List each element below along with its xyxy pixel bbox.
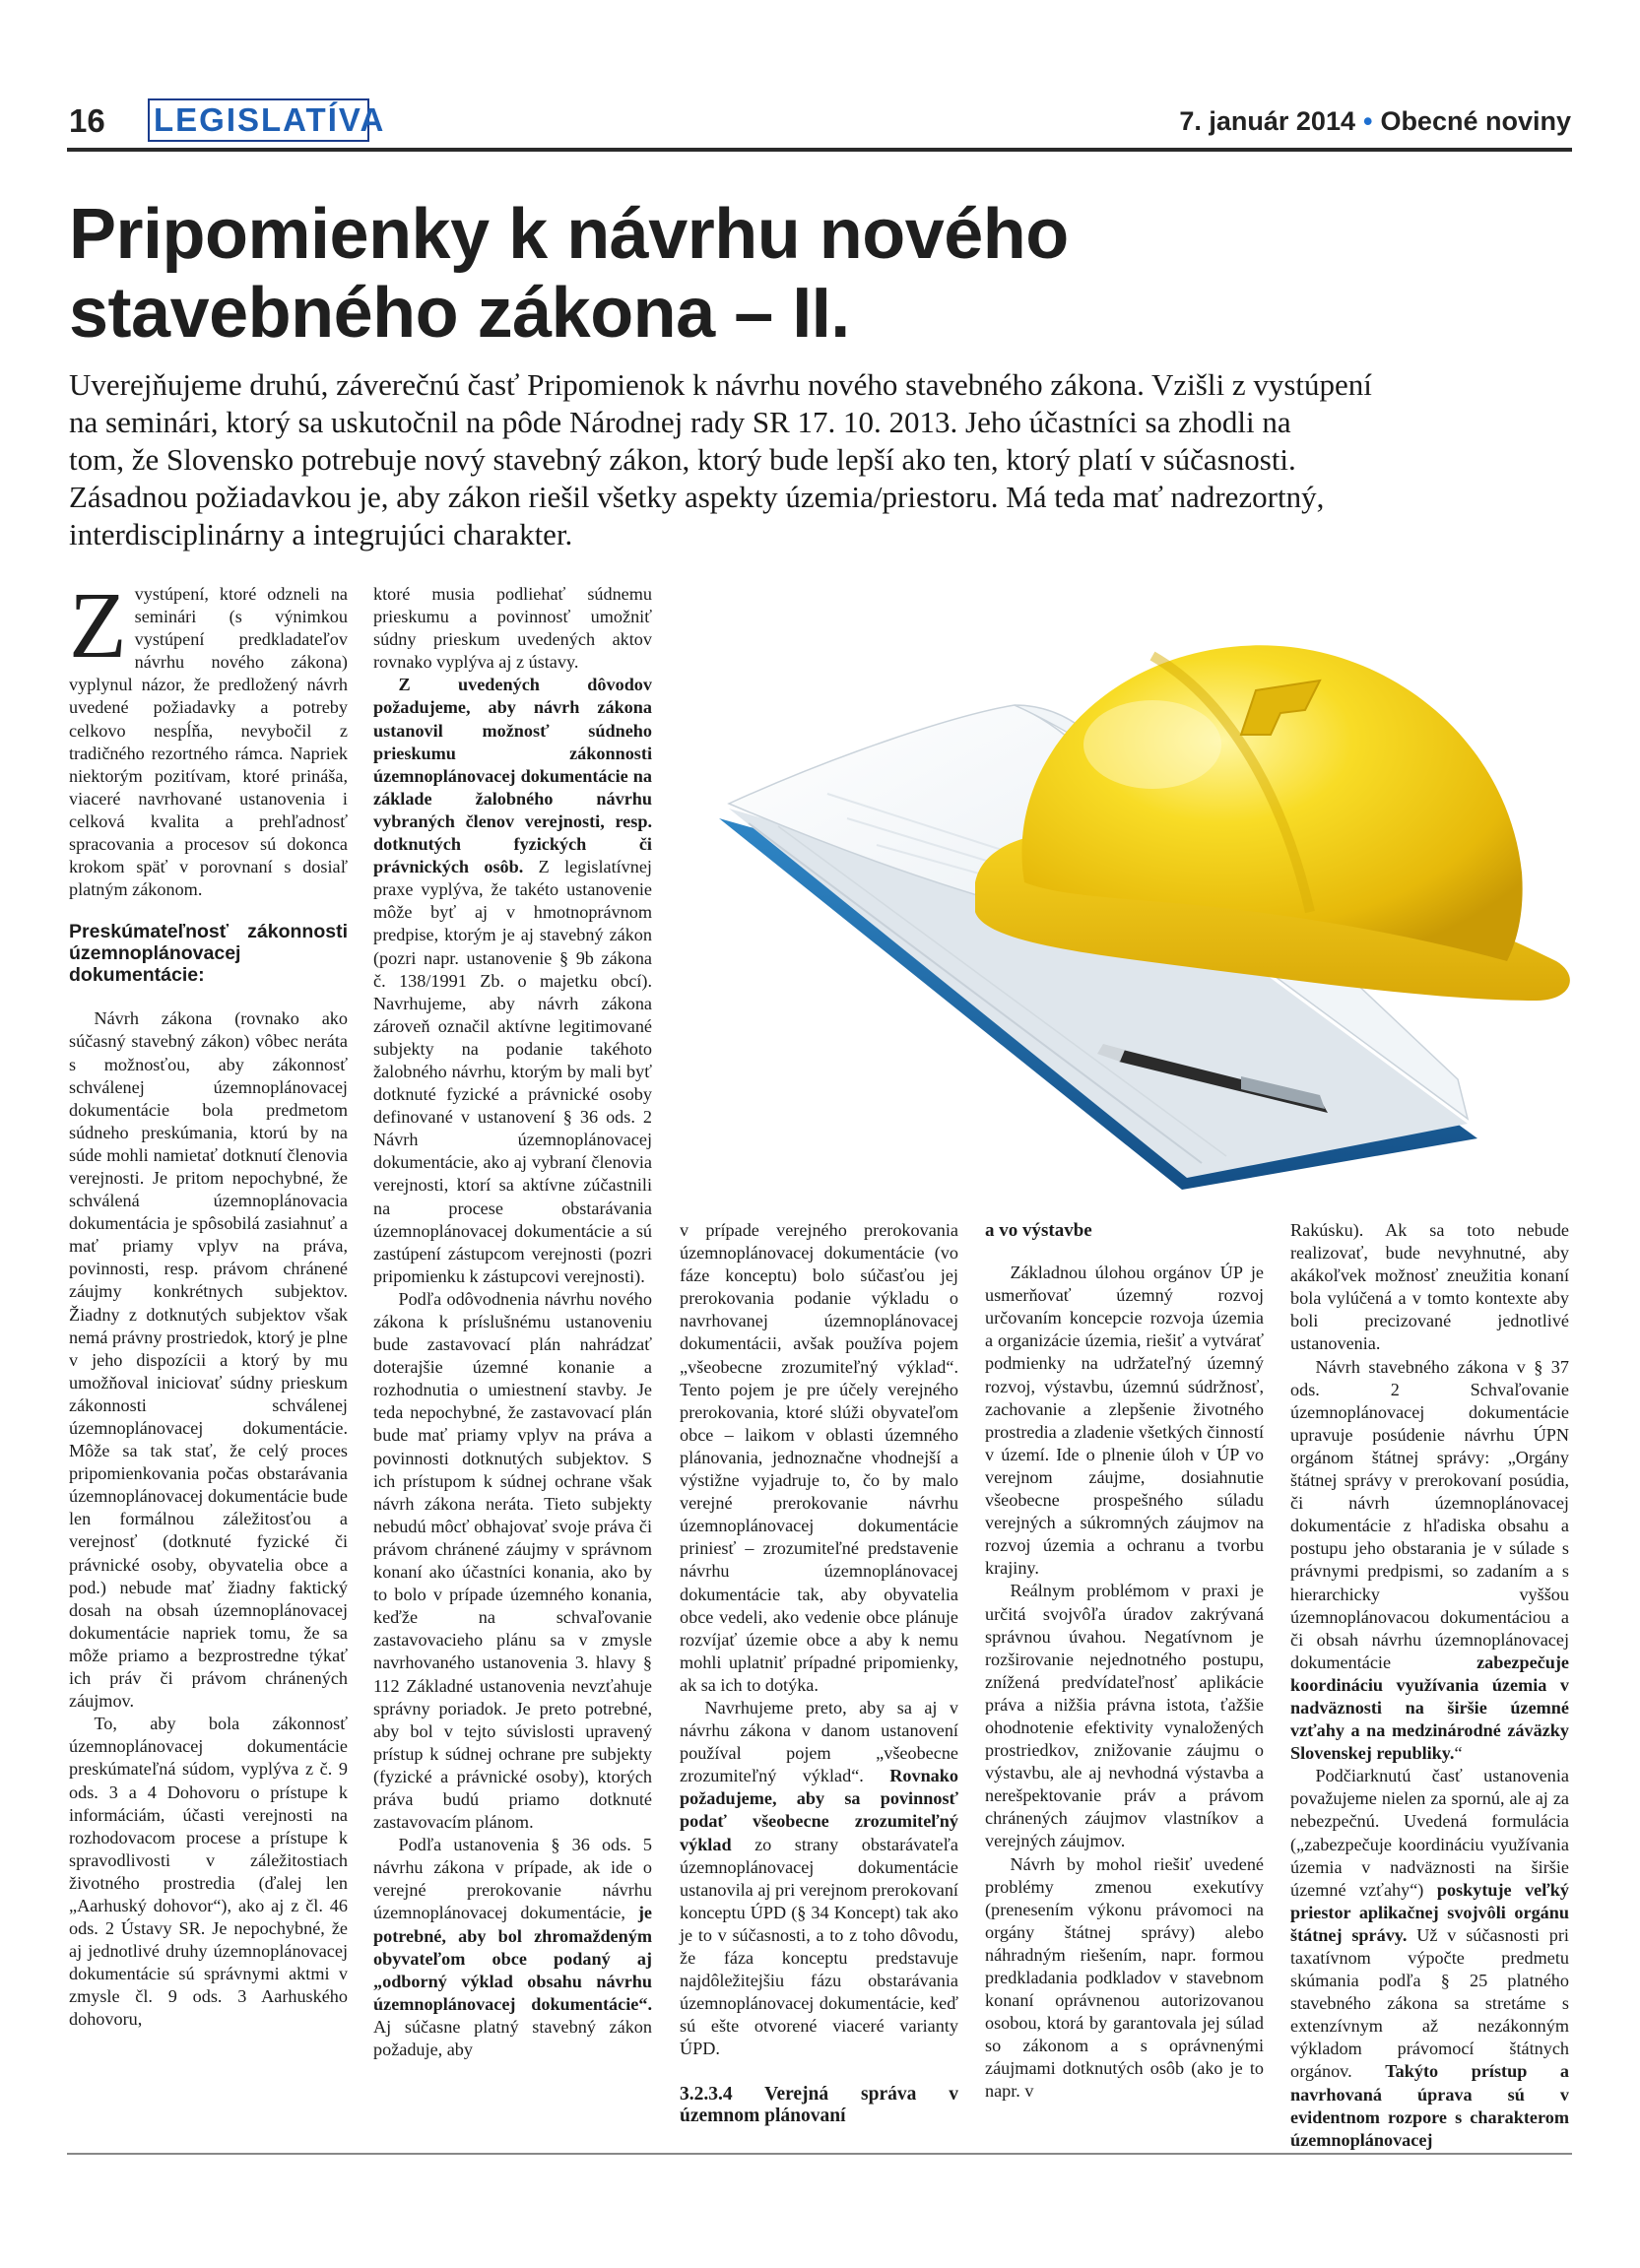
paragraph: Podčiarknutú časť ustanovenia považujeme nielen za spornú, ale aj za nebezpečnú. Uvedená formulácia („zabezpečuje koordináciu využívania územia v nadväznosti na širšie územné vzťahy“) poskytuje veľký priestor aplikačnej svojvôli orgánu štátnej správy. Už v súčasnosti pri taxatívnom výpočte predmetu skúmania podľa § 25 platného stavebného zákona sa stretáme s extenzívnym až nezákonným výkladom právomocí štátnych orgánov. Takýto prístup a navrhovaná úprava sú v evidentnom rozpore s charakterom územnoplánovacej: [1290, 1766, 1569, 2150]
paragraph: Návrh zákona (rovnako ako súčasný stavebný zákon) vôbec neráta s možnosťou, aby zákonnosť schválenej územnoplánovacej dokumentácie bola predmetom súdneho preskúmania, ktorú by na súde mohli namietať dotknutí členovia verejnosti. Je pritom nepochybné, že schválená územnoplánovacia dokumentácia je spôsobilá zasiahnuť a mať priamy vplyv na práva, povinnosti, resp. právom chránené záujmy konkrétnych subjektov. Žiadny z dotknutých subjektov však nemá právny prostriedok, ktorý je plne v jeho dispozícii a ktorý by mu umožňoval iniciovať súdny prieskum zákonnosti schválenej územnoplánovacej dokumentácie. Môže sa tak stať, že celý proces pripomienkovania počas obstarávania územnoplánovacej dokumentácie bude len formálnou záležitosťou a verejnosť (dotknuté fyzické či právnické osoby, obyvatelia obce a pod.) nebude mať žiadny faktický dosah na obsah územnoplánovacej dokumentácie napriek tomu, že sa môže priamo a bezprostredne týkať ich práv či právom chránených záujmov.: [69, 1008, 348, 1712]
section-subheading: a vo výstavbe: [985, 1220, 1092, 1241]
emphasis-text: Takýto prístup a navrhovaná úprava sú v evidentnom rozpore s charakterom územnoplánovacej: [1290, 2061, 1569, 2150]
paragraph: Rakúsku). Ak sa toto nebude realizovať, bude nevyhnutné, aby akákoľvek možnosť zneužitia konaní bola vylúčená a v tomto kontexte aby boli precizované jednotlivé ustanovenia.: [1290, 1220, 1569, 1354]
article-column-2: [373, 583, 652, 2061]
emphasis-text: je potrebné, aby bol zhromaždeným obyvateľom obce podaný aj „odborný výklad obsahu návrhu územnoplánovacej dokumentácie“.: [373, 1903, 652, 2014]
article-column-5: [1290, 1219, 1569, 2152]
footer-rule: [67, 2153, 1572, 2155]
hard-hat-book-illustration: [689, 587, 1586, 1198]
paragraph: Podľa ustanovenia § 36 ods. 5 návrhu zákona v prípade, ak ide o verejné prerokovanie návrhu územnoplánovacej dokumentácie, je potrebné, aby bol zhromaždeným obyvateľom obce podaný aj „odborný výklad obsahu návrhu územnoplánovacej dokumentácie“. Aj súčasne platný stavebný zákon požaduje, aby: [373, 1835, 652, 2059]
page-number: 16: [69, 102, 105, 139]
issue-date: 7. január 2014: [1179, 106, 1355, 136]
article-column-3: [680, 1219, 958, 2149]
paragraph: Podľa odôvodnenia návrhu nového zákona k príslušnému ustanoveniu bude zastavovací plán nahrádzať doterajšie územné konanie a rozhodnutia o umiestnení stavby. Je teda nepochybné, že zastavovací plán bude mať priamy vplyv na práva a povinnosti dotknutých subjektov. S ich prístupom k súdnej ochrane však návrh zákona neráta. Tieto subjekty nebudú môcť obhajovať svoje práva či právom chránené záujmy v správnom konaní ako účastníci konania, ako by to bolo v prípade územného konania, keďže na schvaľovanie zastavovacieho plánu sa v zmysle navrhovaného ustanovenia 3. hlavy § 112 Základné ustanovenia nevzťahuje správny poriadok. Je preto potrebné, aby bol v tejto súvislosti upravený prístup k súdnej ochrane pre subjekty (fyzické a právnické osoby), ktorých práva budú priamo dotknuté zastavovacím plánom.: [373, 1288, 652, 1833]
lead-line: interdisciplinárny a integrujúci charakter.: [69, 517, 573, 551]
paragraph: ktoré musia podliehať súdnemu prieskumu a povinnosť umožniť súdny prieskum uvedených aktov rovnako vyplýva aj z ústavy.: [373, 584, 652, 673]
hard-hat-icon: [975, 645, 1570, 1001]
emphasis-text: zabezpečuje koordináciu využívania územia v nadväznosti na širšie územné vzťahy a na medzinárodné záväzky Slovenskej republiky.: [1290, 1652, 1569, 1764]
section-subheading: Preskúmateľnosť zákonnosti územnoplánovacej dokumentácie:: [69, 921, 348, 987]
emphasis-text: Z uvedených dôvodov požadujeme, aby návrh zákona ustanovil možnosť súdneho prieskumu zákonnosti územnoplánovacej dokumentácie na základe žalobného návrhu vybraných členov verejnosti, resp. dotknutých fyzických či právnických osôb.: [373, 675, 652, 877]
header-rule: [67, 148, 1572, 152]
paragraph: Zvystúpení, ktoré odzneli na seminári (s výnimkou vystúpení predkladateľov návrhu nového zákona) vyplynul názor, že predložený návrh uvedené požiadavky a potreby celkovo nespĺňa, nevybočil z tradičného rezortného rámca. Napriek niektorým pozitívam, ktoré prináša, viaceré navrhované ustanovenia i celková kvalita a prehľadnosť spracovania a procesov sú dokonca krokom späť v porovnaní s dosiaľ platným zákonom.: [69, 572, 348, 900]
article-column-4: [985, 1219, 1264, 2104]
article-column-1: [69, 572, 348, 2032]
article-title: [69, 195, 1566, 353]
lead-line: Uverejňujeme druhú, záverečnú časť Pripomienok k návrhu nového stavebného zákona. Vzišli z vystúpení: [69, 367, 1372, 402]
paragraph: v prípade verejného prerokovania územnoplánovacej dokumentácie (vo fáze konceptu) bolo súčasťou jej prerokovania podanie výkladu o navrhovanej územnoplánovacej dokumentácii, avšak používa pojem „všeobecne zrozumiteľný výklad“. Tento pojem je pre účely verejného prerokovania, ktoré slúži obyvateľom obce – laikom v oblasti územného plánovania, jednoznačne vhodnejší a výstižne vyjadruje to, čo by malo verejné prerokovanie návrhu územnoplánovacej dokumentácie priniesť – zrozumiteľné predstavenie návrhu územnoplánovacej dokumentácie tak, aby obyvatelia obce vedeli, ako vedenie obce plánuje rozvíjať územie obce a aby k nemu mohli uplatniť prípadné pripomienky, ak sa ich to dotýka.: [680, 1220, 958, 1695]
lead-line: Zásadnou požiadavkou je, aby zákon riešil všetky aspekty územia/priestoru. Má teda mať nadrezortný,: [69, 480, 1325, 514]
lead-line: tom, že Slovensko potrebuje nový stavebný zákon, ktorý bude lepší ako ten, ktorý platí v súčasnosti.: [69, 442, 1296, 477]
emphasis-text: Rovnako požadujeme, aby sa povinnosť podať všeobecne zrozumiteľný výklad: [680, 1766, 958, 1854]
article-title-line: stavebného zákona – II.: [69, 274, 850, 353]
paragraph: To, aby bola zákonnosť územnoplánovacej dokumentácie preskúmateľná súdom, vyplýva z č. 9 ods. 3 a 4 Dohovoru o prístupe k informáciám, účasti verejnosti na rozhodovacom procese a prístupe k spravodlivosti v záležitostiach životného prostredia (ďalej len „Aarhuský dohovor“), ako aj z čl. 46 ods. 2 Ústavy SR. Je nepochybné, že aj jednotlivé druhy územnoplánovacej dokumentácie sú správnymi aktmi v zmysle čl. 9 ods. 3 Aarhuského dohovoru,: [69, 1714, 348, 2030]
header-info: [1179, 106, 1571, 137]
paragraph: Návrh by mohol riešiť uvedené problémy zmenou exekutívy (prenesením výkonu právomoci na orgány štátnej správy) alebo náhradným riešením, napr. formou predkladania podkladov v stavebnom konaní oprávnenou autorizovanou osobou, ktorá by garantovala jej súlad so zákonom a s oprávnenými záujmami dotknutých osôb (ako je to napr. v: [985, 1853, 1264, 2102]
header-separator: •: [1362, 106, 1373, 136]
article-lead: [69, 366, 1576, 553]
paragraph: Reálnym problémom v praxi je určitá svojvôľa úradov zakrývaná správnou úvahou. Negatívnom je rozširovanie nejednotného postupu, znížená predvídateľnosť aplikácie práva a nižšia právna istota, ťažšie ohodnotenie efektivity vynaložených prostriedkov, znižovanie záujmu o výstavbu, ale aj nevhodná výstavba a nerešpektovanie práv a právom chránených záujmov vlastníkov a verejných záujmov.: [985, 1581, 1264, 1851]
paragraph: Navrhujeme preto, aby sa aj v návrhu zákona v danom ustanovení používal pojem „všeobecne zrozumiteľný výklad“. Rovnako požadujeme, aby sa povinnosť podať všeobecne zrozumiteľný výklad zo strany obstarávateľa územnoplánovacej dokumentácie ustanovila aj pri verejnom prerokovaní konceptu ÚPD (§ 34 Koncept) tak ako je to v súčasnosti, a to z toho dôvodu, že fáza konceptu predstavuje najdôležitejšiu fázu obstarávania územnoplánovacej dokumentácie, keď sú ešte otvorené viaceré varianty ÚPD.: [680, 1697, 958, 2059]
publication-name: Obecné noviny: [1380, 106, 1571, 136]
paragraph: Návrh stavebného zákona v § 37 ods. 2 Schvaľovanie územnoplánovacej dokumentácie upravuje posúdenie návrhu ÚPN orgánom štátnej správy: „Orgány štátnej správy v prerokovaní posúdia, či návrh územnoplánovacej dokumentácie z hľadiska obsahu a postupu jeho obstarania je v súlade s právnymi predpismi, so zadaním a s hierarchicky vyššou územnoplánovacou dokumentáciou a či obsah návrhu územnoplánovacej dokumentácie zabezpečuje koordináciu využívania územia v nadväznosti na širšie územné vzťahy a na medzinárodné záväzky Slovenskej republiky.“: [1290, 1356, 1569, 1764]
emphasis-text: poskytuje veľký priestor aplikačnej svojvôli orgánu štátnej správy.: [1290, 1879, 1569, 1945]
article-title-line: Pripomienky k návrhu nového: [69, 195, 1069, 274]
paragraph: Základnou úlohou orgánov ÚP je usmerňovať územný rozvoj určovaním koncepcie rozvoja územia a organizácie územia, riešiť a vytvárať podmienky na udržateľný územný rozvoj, výstavbu, územnú súdržnosť, zachovanie a zlepšenie životného prostredia a zladenie všetkých činností v území. Ide o plnenie úloh v ÚP vo verejnom záujme, dosiahnutie všeobecne prospešného súladu verejných a súkromných záujmov na rozvoj územia a ochranu a tvorbu krajiny.: [985, 1263, 1264, 1579]
section-tag: LEGISLATÍVA: [148, 98, 369, 142]
lead-line: na seminári, ktorý sa uskutočnil na pôde Národnej rady SR 17. 10. 2013. Jeho účastníci sa zhodli na: [69, 405, 1291, 439]
paragraph: Z uvedených dôvodov požadujeme, aby návrh zákona ustanovil možnosť súdneho prieskumu zákonnosti územnoplánovacej dokumentácie na základe žalobného návrhu vybraných členov verejnosti, resp. dotknutých fyzických či právnických osôb. Z legislatívnej praxe vyplýva, že takéto ustanovenie môže byť aj v hmotnoprávnom predpise, ktorým je aj stavebný zákon (pozri napr. ustanovenie § 9b zákona č. 138/1991 Zb. o majetku obcí). Navrhujeme, aby návrh zákona zároveň označil aktívne legitimované subjekty na podanie takéhoto žalobného návrhu, ktorým by mali byť dotknuté fyzické a právnické osoby definované v ustanovení § 36 ods. 2 Návrh územnoplánovacej dokumentácie, ako aj vybraní členovia verejnosti, ktorí sa aktívne zúčastnili na procese obstarávania územnoplánovacej dokumentácie a sú zastúpení zástupcom verejnosti (pozri pripomienku k zástupcovi verejnosti).: [373, 675, 652, 1286]
drop-cap: Z: [69, 572, 127, 678]
section-subheading: 3.2.3.4 Verejná správa v územnom plánovaní: [680, 2084, 958, 2127]
